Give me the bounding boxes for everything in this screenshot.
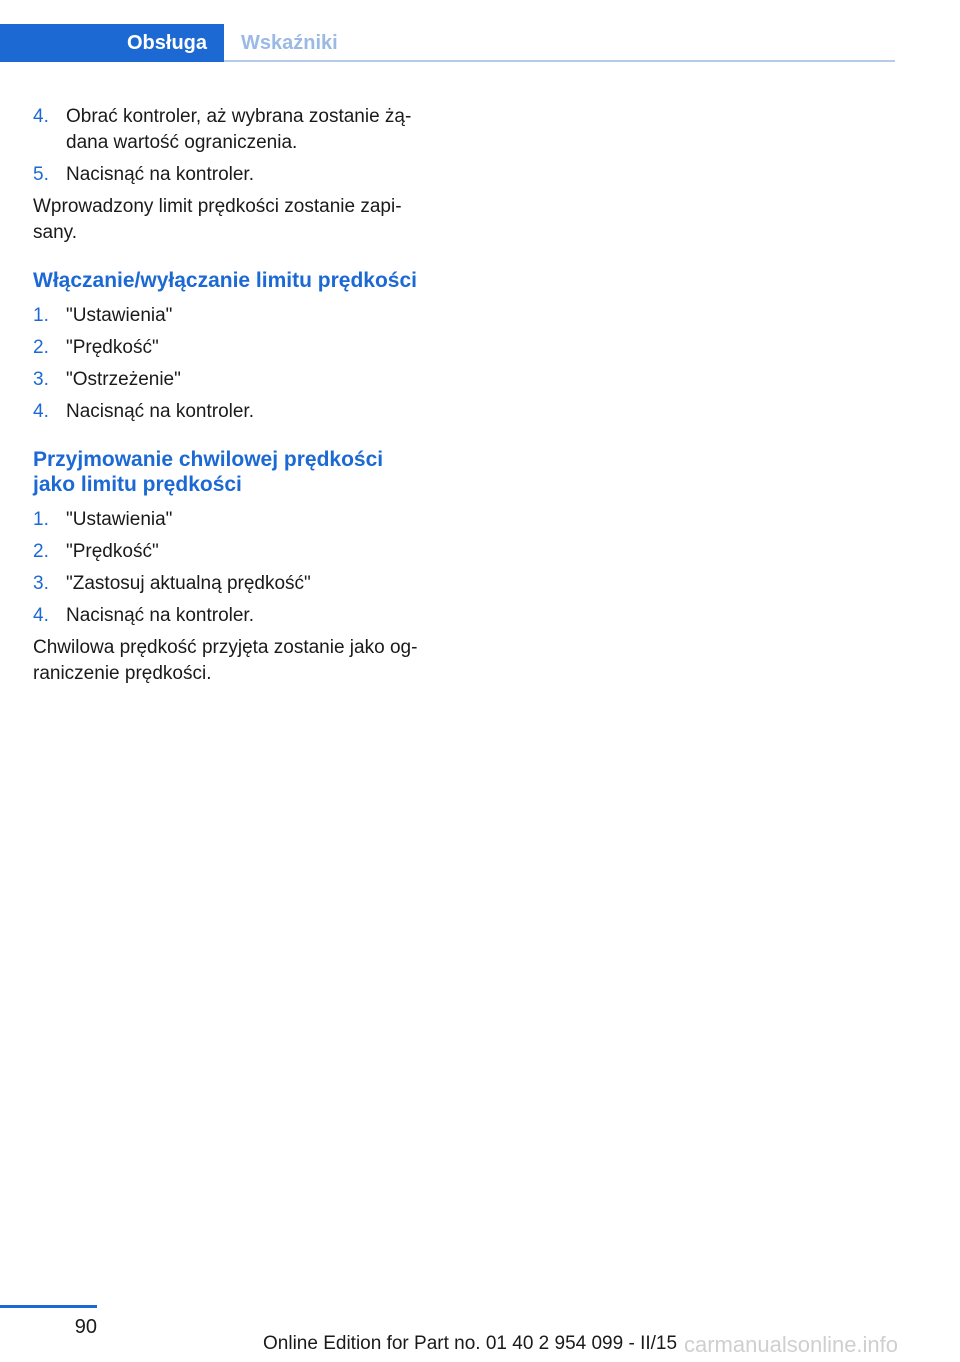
step-number: 3.	[33, 369, 49, 390]
page-header	[0, 24, 895, 62]
tab-wskazniki-label: Wskaźniki	[241, 31, 338, 54]
main-content	[33, 104, 453, 693]
list-item	[33, 335, 453, 361]
step-text: Obrać kontroler, aż wybrana zostanie żą- dana wartość ograniczenia.	[66, 106, 412, 153]
step-number: 2.	[33, 541, 49, 562]
note-text: Wprowadzony limit prędkości zostanie zapi- sany.	[33, 196, 402, 243]
list-item	[33, 539, 453, 565]
list-item	[33, 571, 453, 597]
step-number: 2.	[33, 337, 49, 358]
step-text: Nacisnąć na kontroler.	[66, 605, 254, 626]
step-text: Nacisnąć na kontroler.	[66, 401, 254, 422]
watermark-text: carmanualsonline.info	[684, 1332, 899, 1357]
list-item	[33, 603, 453, 629]
step-text: "Zastosuj aktualną prędkość"	[66, 573, 311, 594]
step-number: 3.	[33, 573, 49, 594]
section-heading: Włączanie/wyłączanie limitu prędkości	[33, 269, 417, 292]
list-item	[33, 507, 453, 533]
step-text: "Ostrzeżenie"	[66, 369, 181, 390]
step-number: 5.	[33, 164, 49, 185]
step-text: Nacisnąć na kontroler.	[66, 164, 254, 185]
step-number: 4.	[33, 605, 49, 626]
step-text: "Prędkość"	[66, 337, 159, 358]
list-item	[33, 303, 453, 329]
list-item	[33, 104, 453, 156]
step-number: 1.	[33, 509, 49, 530]
list-item	[33, 162, 453, 188]
edition-text: Online Edition for Part no. 01 40 2 954 099 - II/15	[263, 1333, 678, 1354]
footer-rule	[0, 1305, 97, 1308]
step-text: "Ustawienia"	[66, 305, 173, 326]
page-number: 90	[74, 1316, 97, 1338]
step-text: "Ustawienia"	[66, 509, 173, 530]
step-number: 4.	[33, 401, 49, 422]
list-item	[33, 367, 453, 393]
step-number: 1.	[33, 305, 49, 326]
note-text: Chwilowa prędkość przyjęta zostanie jako og- raniczenie prędkości.	[33, 637, 418, 684]
tab-obsluga-label: Obsługa	[126, 31, 207, 54]
tab-obsluga[interactable]	[0, 24, 224, 62]
step-number: 4.	[33, 106, 49, 127]
list-item	[33, 399, 453, 425]
section-heading: Przyjmowanie chwilowej prędkości jako limitu prędkości	[33, 448, 384, 496]
tab-wskazniki[interactable]	[224, 24, 338, 62]
step-text: "Prędkość"	[66, 541, 159, 562]
